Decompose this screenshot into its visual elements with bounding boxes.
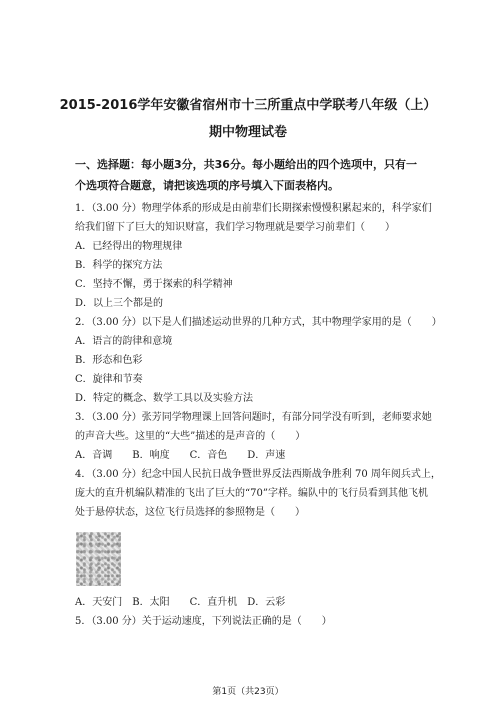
- option-line: A．已经得出的物理规律: [75, 241, 183, 252]
- text-line: 5．（3.00 分）关于运动速度，下列说法正确的是（ ）: [75, 616, 332, 627]
- option-line: A．语言的韵律和意境: [75, 336, 173, 347]
- text-line: 4．（3.00 分）纪念中国人民抗日战争暨世界反法西斯战争胜利 70 周年阅兵式上，: [75, 469, 441, 480]
- option-line: C．旋律和节奏: [75, 374, 143, 385]
- option-line: C．坚持不懈，勇于探索的科学精神: [75, 279, 233, 290]
- text-line: 的声音大些。这里的“大些”描述的是声音的（ ）: [75, 431, 306, 442]
- option-line: B．形态和色彩: [75, 355, 143, 366]
- text-line: 给我们留下了巨大的知识财富，我们学习物理就是要学习前辈们（ ）: [75, 222, 395, 233]
- option-line: B．科学的探究方法: [75, 260, 163, 271]
- page-footer: 第1页（共23页）: [212, 687, 284, 697]
- option-line: A．音调 B．响度 C．音色 D．声速: [75, 450, 286, 461]
- question-image: [76, 532, 121, 586]
- option-line: D．以上三个都是的: [75, 298, 164, 309]
- text-line: 处于悬停状态，这位飞行员选择的参照物是（ ）: [75, 507, 305, 518]
- document-title-line2: 期中物理试卷: [208, 125, 287, 140]
- document-title-line1: 2015-2016学年安徽省宿州市十三所重点中学联考八年级（上）: [59, 98, 437, 113]
- text-line: 庞大的直升机编队精准的飞出了巨大的“70”字样。编队中的飞行员看到其他飞机: [75, 488, 428, 499]
- text-line: 1．（3.00 分）物理学体系的形成是由前辈们长期探索慢慢积累起来的，科学家们: [75, 203, 432, 214]
- option-line: D．特定的概念、数学工具以及实验方法: [75, 393, 254, 404]
- option-line: A．天安门 B．太阳 C．直升机 D．云彩: [75, 597, 286, 608]
- text-line: 2．（3.00 分）以下是人们描述运动世界的几种方式，其中物理学家用的是（ ）: [75, 317, 442, 328]
- section-heading: 一、选择题：每小题3分，共36分。每小题给出的四个选项中，只有一个选项符合题意，请把该选项的序号填入下面表格内。: [75, 158, 417, 192]
- text-line: 3．（3.00 分）张芳同学物理课上回答问题时，有部分同学没有听到，老师要求她: [75, 412, 432, 423]
